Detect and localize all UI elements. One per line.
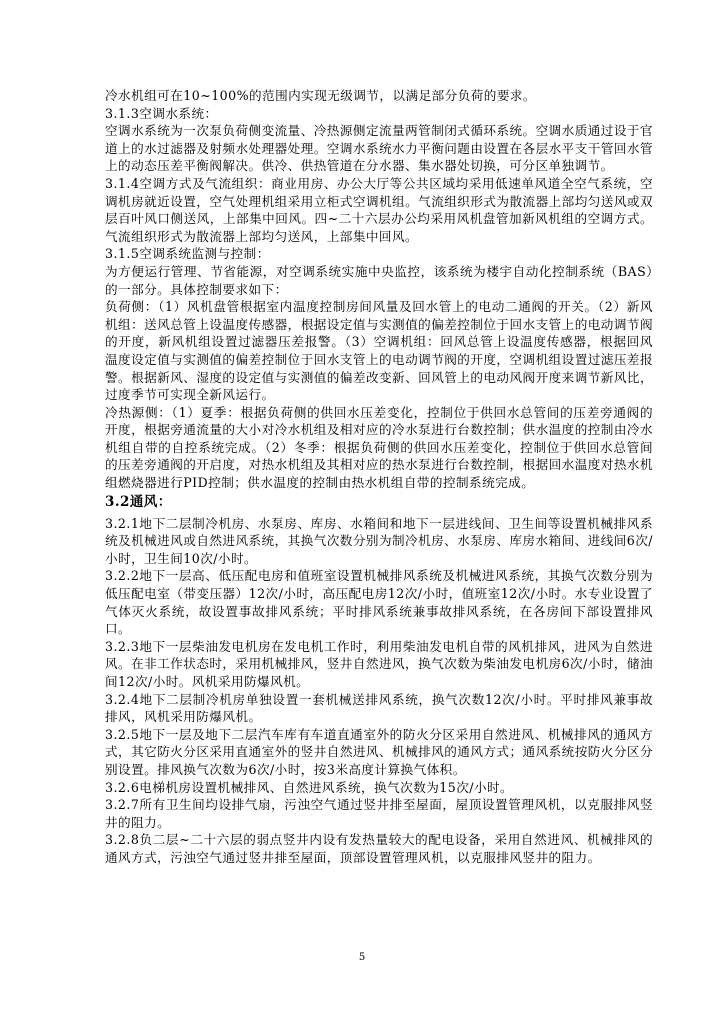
section-3-2-heading: 3.2通风： xyxy=(105,493,172,510)
paragraph-source-side: 冷热源侧：（1）夏季：根据负荷侧的供回水压差变化，控制位于供回水总管间的压差旁通阀的开度，根据旁通流量的大小对冷水机组及相对应的冷水泵进行台数控制；供水温度的控制由冷水机组自带的自控系统完成。（2）冬季：根据负荷侧的供回水压差变化，控制位于供回水总管间的压差旁通阀的开启度，对热水机组及其相对应的热水泵进行台数控制，根据回水温度对热水机组燃烧器进行PID控制；供水温度的控制由热水机组自带的控制系统完成。 xyxy=(105,404,653,491)
paragraph-bas: 为方便运行管理、节省能源，对空调系统实施中央监控，该系统为楼宇自动化控制系统（BAS）的一部分。具体控制要求如下： xyxy=(105,263,653,297)
paragraph-3-1-4: 3.1.4空调方式及气流组织：商业用房、办公大厅等公共区域均采用低速单风道全空气系统，空调机房就近设置，空气处理机组采用立柜式空调机组。气流组织形式为散流器上部均匀送风或双层百叶风口侧送风，上部集中回风。四~二十六层办公均采用风机盘管加新风机组的空调方式。气流组织形式为散流器上部均匀送风，上部集中回风。 xyxy=(105,175,653,244)
paragraph-3-2-1: 3.2.1地下二层制冷机房、水泵房、库房、水箱间和地下一层进线间、卫生间等设置机械排风系统及机械进风或自然进风系统，其换气次数分别为制冷机房、水泵房、库房水箱间、进线间6次/小时，卫生间10次/小时。 xyxy=(105,515,653,566)
paragraph-3-2-4: 3.2.4地下二层制冷机房单独设置一套机械送排风系统，换气次数12次/小时。平时排风兼事故排风，风机采用防爆风机。 xyxy=(105,691,653,725)
section-3-1-3-title: 3.1.3空调水系统： xyxy=(105,105,218,121)
paragraph-3-2-3: 3.2.3地下一层柴油发电机房在发电机工作时，利用柴油发电机自带的风机排风，进风为自然进风。在非工作状态时，采用机械排风，竖井自然进风，换气次数为柴油发电机房6次/小时，储油间12次/小时。风机采用防爆风机。 xyxy=(105,638,653,689)
paragraph-load-side: 负荷侧：（1）风机盘管根据室内温度控制房间风量及回水管上的电动二通阀的开关。（2）新风机组：送风总管上设温度传感器，根据设定值与实测值的偏差控制位于回水支管上的电动调节阀的开度，新风机组设置过滤器压差报警。（3）空调机组：回风总管上设温度传感器，根据回风温度设定值与实测值的偏差控制位于回水支管上的电动调节阀的开度，空调机组设置过滤压差报警。根据新风、湿度的设定值与实测值的偏差改变新、回风管上的电动风阀开度来调节新风比，过度季节可实现全新风运行。 xyxy=(105,299,653,403)
page-number: 5 xyxy=(358,952,366,963)
paragraph-3-2-8: 3.2.8负二层~二十六层的弱点竖井内设有发热量较大的配电设备，采用自然进风、机械排风的通风方式，污浊空气通过竖井排至屋面，顶部设置管理风机，以克服排风竖井的阻力。 xyxy=(105,832,653,865)
paragraph-3-2-2: 3.2.2地下一层高、低压配电房和值班室设置机械排风系统及机械进风系统，其换气次数分别为低压配电室（带变压器）12次/小时，高压配电房12次/小时，值班室12次/小时。水专业设置了气体灭火系统，故设置事故排风系统；平时排风系统兼事故排风系统，在各房间下部设置排风口。 xyxy=(105,568,653,637)
paragraph-chiller-regulation: 冷水机组可在10~100%的范围内实现无级调节，以满足部分负荷的要求。 xyxy=(105,88,536,103)
document-body xyxy=(105,87,653,867)
paragraph-3-2-5: 3.2.5地下一层及地下二层汽车库有车道直通室外的防火分区采用自然进风、机械排风的通风方式，其它防火分区采用直通室外的竖井自然进风、机械排风的通风方式；通风系统按防火分区分别设置。排风换气次数为6次/小时，按3米高度计算换气体积。 xyxy=(105,726,653,777)
paragraph-3-2-6: 3.2.6电梯机房设置机械排风、自然进风系统，换气次数为15次/小时。 xyxy=(105,779,514,795)
section-3-1-5-title: 3.1.5空调系统监测与控制： xyxy=(105,246,270,262)
paragraph-3-2-7: 3.2.7所有卫生间均设排气扇，污浊空气通过竖井排至屋面，屋顶设置管理风机，以克服排风竖井的阻力。 xyxy=(105,797,653,830)
paragraph-water-system: 空调水系统为一次泵负荷侧变流量、冷热源侧定流量两管制闭式循环系统。空调水质通过设于官道上的水过滤器及射频水处理器处理。空调水系统水力平衡问题由设置在各层水平支干管回水管上的动态压差平衡阀解决。供冷、供热管道在分水器、集水器处切换，可分区单独调节。 xyxy=(105,123,653,174)
